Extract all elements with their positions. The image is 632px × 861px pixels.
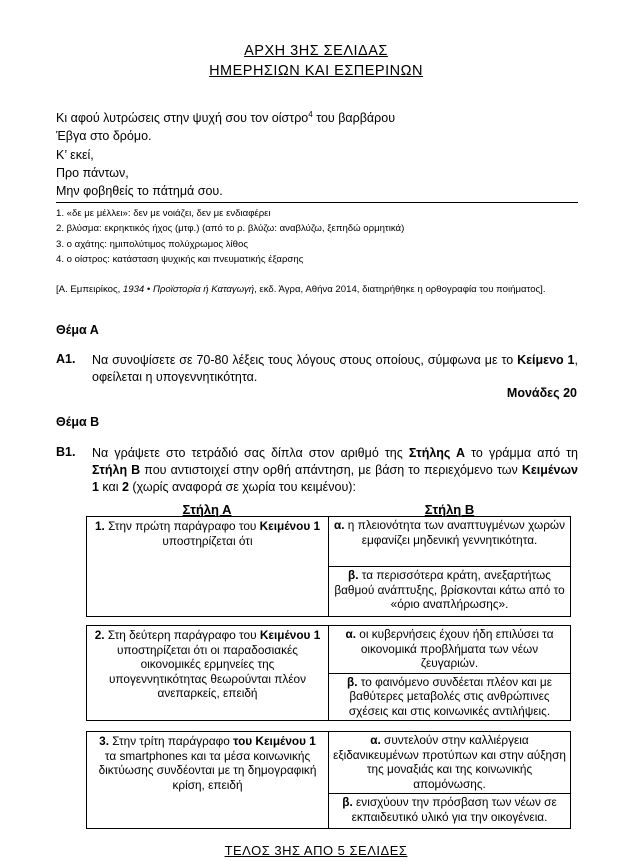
column-b-option-3b: β. ενισχύουν την πρόσβαση των νέων σε εκπαιδευτικό υλικό για την οικογένεια.	[342, 795, 557, 824]
footnote-ref-4: 4	[308, 110, 313, 119]
column-b-option-2a: α. οι κυβερνήσεις έχουν ήδη επιλύσει τα οικονομικά προβλήματα των νέων ζευγαριών.	[329, 626, 570, 674]
poem-line-1: Κι αφού λυτρώσεις στην ψυχή σου τον οίστρο$^4$ του βαρβάρου	[56, 110, 396, 126]
column-b-option-1a: α. η πλειονότητα των αναπτυγμένων χωρών εμφανίζει μηδενική γεννητικότητα.	[329, 517, 570, 567]
footnote-1: 1. «δε με μέλλει»: δεν με νοιάζει, δεν με ενδιαφέρει	[56, 208, 271, 219]
page-footer: ΤΕΛΟΣ 3ΗΣ ΑΠΟ 5 ΣΕΛΙΔΕΣ	[224, 843, 408, 858]
poem-line-5: Μην φοβηθείς το πάτημά σου.	[56, 184, 223, 199]
matching-row-2	[86, 625, 571, 721]
footnote-2: 2. βλύσμα: εκρηκτικός ήχος (μτφ.) (από το ρ. βλύζω: αναβλύζω, ξεπηδώ ορμητικά)	[56, 223, 405, 235]
thema-b-title: Θέμα Β	[56, 415, 100, 429]
column-a-item-2: 2. Στη δεύτερη παράγραφο του Κειμένου 1 υποστηρίζεται ότι οι παραδοσιακές οικονομικές ερμηνείες της υπογεννητικότητας θεωρούνται πλέον ανεπαρκείς, επειδή	[87, 626, 329, 720]
source-citation: [Α. Εμπειρίκος, 1934 • Προϊστορία ή Καταγωγή, εκδ. Άγρα, Αθήνα 2014, διατηρήθηκε η ορθογραφία του ποιήματος].	[56, 284, 546, 295]
poem-line-2: Έβγα στο δρόμο.	[56, 129, 152, 144]
question-b1-text: Να γράψετε στο τετράδιό σας δίπλα στον αριθμό της Στήλης Α το γράμμα από τη Στήλη Β που αντιστοιχεί στην ορθή απάντηση, με βάση το περιεχόμενο των Κειμένων 1 και 2 (χωρίς αναφορά σε χωρία του κειμένου):	[92, 446, 578, 494]
poem-line-3: Κ’ εκεί,	[56, 147, 94, 162]
matching-row-1	[86, 516, 571, 617]
column-a-header: Στήλη Α	[182, 502, 232, 517]
page-header-subtitle: ΗΜΕΡΗΣΙΩΝ ΚΑΙ ΕΣΠΕΡΙΝΩΝ	[209, 63, 423, 79]
footnote-4: 4. ο οίστρος: κατάσταση ψυχικής και πνευματικής έξαρσης	[56, 253, 304, 265]
footnote-3: 3. ο αχάτης: ημιπολύτιμος πολύχρωμος λίθος	[56, 238, 248, 250]
marks-a1: Μονάδες 20	[506, 386, 577, 400]
page-header-title: ΑΡΧΗ 3ΗΣ ΣΕΛΙΔΑΣ	[244, 43, 388, 59]
thema-a-title: Θέμα Α	[56, 323, 99, 337]
question-b1-number: Β1.	[56, 445, 76, 459]
matching-row-3	[86, 731, 571, 829]
poem-line-4: Προ πάντων,	[56, 166, 129, 181]
column-b-option-2b: β. το φαινόμενο συνδέεται πλέον και με βαθύτερες μεταβολές στις ανθρώπινες σχέσεις και στις κοινωνικές αντιλήψεις.	[347, 674, 552, 718]
column-a-item-1: 1. Στην πρώτη παράγραφο του Κειμένου 1 υποστηρίζεται ότι	[87, 517, 329, 616]
column-b-header: Στήλη Β	[424, 502, 475, 517]
question-a1-number: Α1.	[56, 352, 76, 366]
column-b-option-1b: β. τα περισσότερα κράτη, ανεξαρτήτως βαθμού ανάπτυξης, βρίσκονται κάτω από το «όριο αναπλήρωσης».	[334, 568, 565, 612]
poem-excerpt	[56, 106, 395, 201]
column-a-item-3: 3. Στην τρίτη παράγραφο του Κειμένου 1 τα smartphones και τα μέσα κοινωνικής δικτύωσης συνδέονται με τη δημογραφική κρίση, επειδή	[87, 732, 329, 828]
column-b-option-3a: α. συντελούν στην καλλιέργεια εξιδανικευμένων προτύπων και στην αύξηση της μοναξιάς και της κοινωνικής απομόνωσης.	[329, 732, 570, 794]
footnote-divider	[56, 202, 578, 203]
footnotes	[56, 206, 404, 267]
question-a1-text: Να συνοψίσετε σε 70-80 λέξεις τους λόγους στους οποίους, σύμφωνα με το Κείμενο 1, οφείλεται η υπογεννητικότητα.	[92, 353, 578, 384]
